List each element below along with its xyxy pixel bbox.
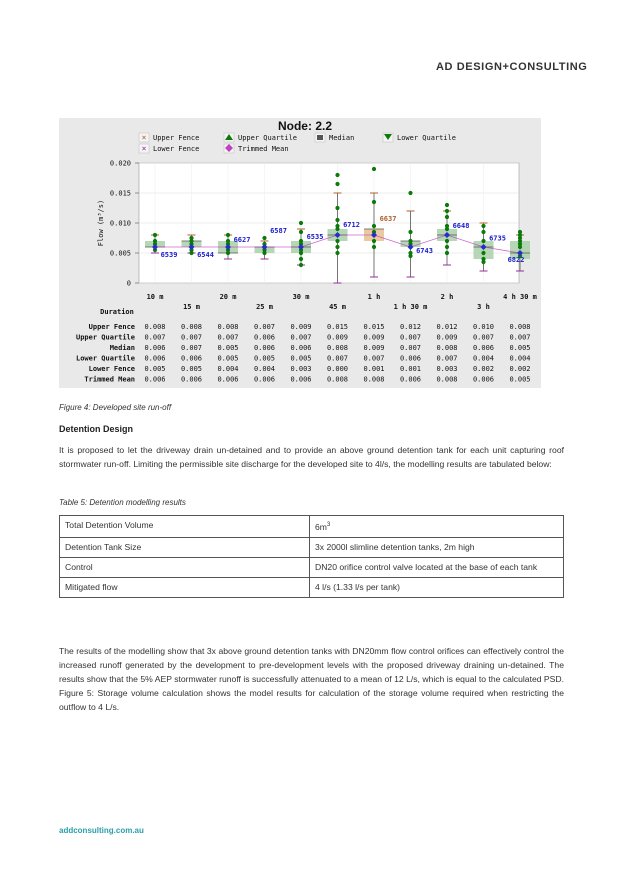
data-point — [299, 263, 303, 267]
data-point — [445, 227, 449, 231]
data-point — [445, 245, 449, 249]
stats-cell: 0.005 — [253, 354, 276, 363]
stats-cell: 0.002 — [472, 365, 495, 373]
stats-cell: 0.009 — [436, 333, 458, 342]
stats-cell: 0.001 — [363, 365, 385, 373]
stats-cell: 0.006 — [290, 344, 312, 352]
x-tick-label: 15 m — [183, 303, 200, 311]
x-tick-label: 25 m — [256, 303, 273, 311]
data-point — [299, 251, 303, 255]
data-point — [299, 230, 303, 234]
stats-row-label: Lower Quartile — [75, 354, 135, 363]
stats-cell: 0.005 — [144, 365, 166, 373]
stats-cell: 0.012 — [436, 323, 458, 331]
stats-cell: 0.007 — [326, 354, 349, 363]
stats-row-label: Upper Fence — [88, 323, 135, 331]
data-point — [262, 251, 266, 255]
figure-caption: Figure 4: Developed site run-off — [59, 403, 172, 412]
y-axis-label: Flow (m³/s) — [97, 199, 105, 247]
stats-cell: 0.006 — [399, 375, 422, 384]
data-point — [481, 224, 485, 228]
stats-cell: 0.007 — [399, 333, 422, 342]
y-tick-label: 0 — [126, 279, 131, 288]
stats-cell: 0.015 — [326, 323, 349, 331]
data-point — [335, 206, 339, 210]
legend-label: Lower Fence — [153, 145, 200, 153]
stats-cell: 0.007 — [144, 333, 166, 342]
stats-cell: 0.008 — [326, 344, 349, 352]
data-point — [299, 257, 303, 261]
stats-row-label: Upper Quartile — [75, 333, 135, 342]
data-point — [445, 209, 449, 213]
storm-label: 6544 — [197, 251, 214, 260]
stats-cell: 0.008 — [363, 375, 385, 384]
stats-cell: 0.004 — [509, 354, 531, 363]
data-point — [335, 227, 339, 231]
stats-cell: 0.008 — [180, 323, 203, 331]
data-point — [445, 203, 449, 207]
x-tick-label: 2 h — [440, 293, 454, 301]
y-tick-label: 0.015 — [109, 189, 131, 198]
stats-cell: 0.015 — [363, 323, 385, 331]
data-point — [445, 215, 449, 219]
stats-cell: 0.006 — [180, 354, 203, 363]
stats-cell: 0.004 — [217, 365, 239, 373]
x-tick-label: 20 m — [219, 293, 237, 301]
data-point — [372, 245, 376, 249]
chart-title: Node: 2.2 — [277, 119, 333, 133]
stats-cell: 0.007 — [180, 333, 203, 342]
stats-row-label: Median — [109, 344, 135, 352]
stats-row-label: Trimmed Mean — [84, 375, 135, 384]
paragraph-results: The results of the modelling show that 3x above ground detention tanks with DN20mm flow control orifices can effectively control the increased runoff generated by the development to pre-development levels with the proposed driveway draining un-detained. The results show that the 5% AEP stormwater runoff is successfully attenuated to a mean of 12 L/s, which is equal to the calculated PSD. Figure 5: Storage volume calculation shows the model results for calculation of the storage volume required when restricting the outflow to 4 L/s. — [59, 646, 564, 712]
legend-label: Median — [329, 134, 355, 142]
table-caption: Table 5: Detention modelling results — [59, 498, 186, 507]
stats-cell: 0.006 — [144, 375, 166, 384]
legend-label: Upper Quartile — [238, 134, 298, 142]
stats-cell: 0.007 — [436, 354, 458, 363]
x-tick-label: 1 h 30 m — [393, 303, 428, 311]
x-tick-label: 10 m — [146, 293, 164, 301]
stats-cell: 0.005 — [290, 354, 312, 363]
storm-label: 6637 — [379, 215, 397, 224]
brand-logo: AD DESIGN+CONSULTING — [436, 61, 588, 73]
stats-cell: 0.006 — [399, 354, 422, 363]
data-point — [408, 191, 412, 195]
data-point — [335, 173, 339, 177]
stats-cell: 0.005 — [509, 344, 531, 352]
data-point — [481, 230, 485, 234]
stats-cell: 0.008 — [509, 323, 531, 331]
legend-label: Trimmed Mean — [238, 145, 289, 153]
x-tick-label: 1 h — [367, 293, 381, 301]
stats-cell: 0.008 — [436, 375, 458, 384]
legend-x-marker: × — [141, 144, 147, 153]
x-tick-label: 45 m — [329, 303, 346, 311]
data-point — [335, 239, 339, 243]
stats-row-label: Lower Fence — [88, 365, 135, 373]
section-title: Detention Design — [59, 424, 134, 434]
legend-label: Upper Fence — [153, 134, 200, 142]
superscript: 3 — [326, 522, 331, 528]
stats-cell: 0.004 — [472, 354, 495, 363]
y-tick-label: 0.005 — [109, 249, 131, 258]
data-point — [299, 221, 303, 225]
data-point — [445, 251, 449, 255]
stats-cell: 0.006 — [290, 375, 312, 384]
stats-cell: 0.007 — [217, 333, 239, 342]
stats-cell: 0.005 — [180, 365, 203, 373]
stats-cell: 0.010 — [472, 323, 495, 331]
data-point — [372, 224, 376, 228]
stats-cell: 0.005 — [217, 354, 239, 363]
table-cell-label: Mitigated flow — [60, 577, 310, 597]
stats-cell: 0.005 — [509, 375, 531, 384]
data-point — [408, 230, 412, 234]
data-point — [372, 239, 376, 243]
table-cell-label: Control — [60, 557, 310, 577]
y-tick-label: 0.010 — [109, 219, 131, 228]
table-cell-value — [310, 516, 564, 538]
footer-url[interactable]: addconsulting.com.au — [59, 826, 144, 835]
stats-cell: 0.006 — [217, 375, 239, 384]
stats-cell: 0.005 — [217, 344, 239, 352]
data-point — [372, 200, 376, 204]
data-point — [335, 245, 339, 249]
data-point — [226, 233, 230, 237]
stats-cell: 0.006 — [253, 375, 276, 384]
stats-cell: 0.000 — [326, 365, 349, 373]
storm-label: 6743 — [416, 247, 433, 255]
stats-cell: 0.007 — [253, 323, 276, 331]
value-text: 6m — [315, 521, 327, 532]
stats-cell: 0.006 — [253, 344, 276, 352]
storm-label: 6735 — [489, 234, 506, 243]
box-plot-figure — [59, 118, 541, 388]
storm-label: 6587 — [270, 227, 287, 236]
storm-label: 6712 — [343, 221, 360, 230]
stats-cell: 0.008 — [326, 375, 349, 384]
data-point — [445, 239, 449, 243]
data-point — [262, 236, 266, 240]
y-tick-label: 0.020 — [109, 159, 131, 168]
data-point — [189, 251, 193, 255]
legend-x-marker: × — [141, 133, 147, 142]
table-row — [60, 557, 564, 577]
table-row — [60, 516, 564, 538]
stats-cell: 0.001 — [399, 365, 422, 373]
data-point — [481, 251, 485, 255]
paragraph-intro: It is proposed to let the driveway drain un-detained and to provide an above ground detention tank for each unit capturing roof stormwater run-off. Limiting the permissible site discharge for the developed site to 4l/s, the modelling results are tabulated below: — [59, 445, 564, 469]
stats-cell: 0.006 — [472, 344, 495, 352]
stats-cell: 0.007 — [399, 344, 422, 352]
table-cell-value: 4 l/s (1.33 l/s per tank) — [310, 577, 564, 597]
detention-table — [59, 515, 564, 598]
storm-label: 6535 — [306, 233, 324, 242]
data-point — [153, 233, 157, 237]
stats-cell: 0.007 — [290, 333, 312, 342]
table-cell-label: Total Detention Volume — [60, 516, 310, 538]
stats-cell: 0.003 — [436, 365, 458, 373]
stats-cell: 0.009 — [290, 323, 312, 331]
x-tick-label: 4 h 30 m — [503, 293, 537, 301]
legend-square-marker — [317, 135, 323, 140]
stats-cell: 0.006 — [144, 354, 166, 363]
data-point — [335, 218, 339, 222]
data-point — [518, 245, 522, 249]
data-point — [408, 254, 412, 258]
stats-cell: 0.006 — [472, 375, 495, 384]
table-cell-value: 3x 2000l slimline detention tanks, 2m high — [310, 537, 564, 557]
stats-cell: 0.006 — [180, 375, 203, 384]
stats-cell: 0.009 — [363, 344, 385, 352]
stats-cell: 0.006 — [253, 333, 276, 342]
stats-cell: 0.008 — [436, 344, 458, 352]
x-tick-label: 30 m — [292, 293, 310, 301]
stats-cell: 0.003 — [290, 365, 312, 373]
stats-cell: 0.008 — [144, 323, 166, 331]
data-point — [481, 260, 485, 264]
table-row — [60, 537, 564, 557]
storm-label: 6648 — [452, 221, 470, 230]
data-point — [481, 239, 485, 243]
legend-label: Lower Quartile — [397, 134, 457, 142]
data-point — [335, 182, 339, 186]
stats-cell: 0.009 — [363, 333, 385, 342]
data-point — [226, 251, 230, 255]
data-point — [335, 251, 339, 255]
stats-cell: 0.007 — [472, 333, 495, 342]
storm-label: 6822 — [507, 256, 525, 264]
x-axis-label: Duration — [100, 308, 134, 316]
stats-cell: 0.009 — [326, 333, 349, 342]
table-row — [60, 577, 564, 597]
stats-cell: 0.007 — [180, 344, 203, 352]
table-cell-label: Detention Tank Size — [60, 537, 310, 557]
stats-cell: 0.007 — [509, 333, 531, 342]
stats-cell: 0.004 — [253, 365, 276, 373]
stats-cell: 0.002 — [509, 365, 531, 373]
x-tick-label: 3 h — [477, 303, 490, 311]
stats-cell: 0.006 — [144, 344, 166, 352]
stats-cell: 0.007 — [363, 354, 385, 363]
data-point — [372, 167, 376, 171]
table-cell-value: DN20 orifice control valve located at the base of each tank — [310, 557, 564, 577]
storm-label: 6627 — [233, 236, 251, 245]
stats-cell: 0.012 — [399, 323, 422, 331]
stats-cell: 0.008 — [217, 323, 239, 331]
storm-label: 6539 — [160, 251, 178, 260]
